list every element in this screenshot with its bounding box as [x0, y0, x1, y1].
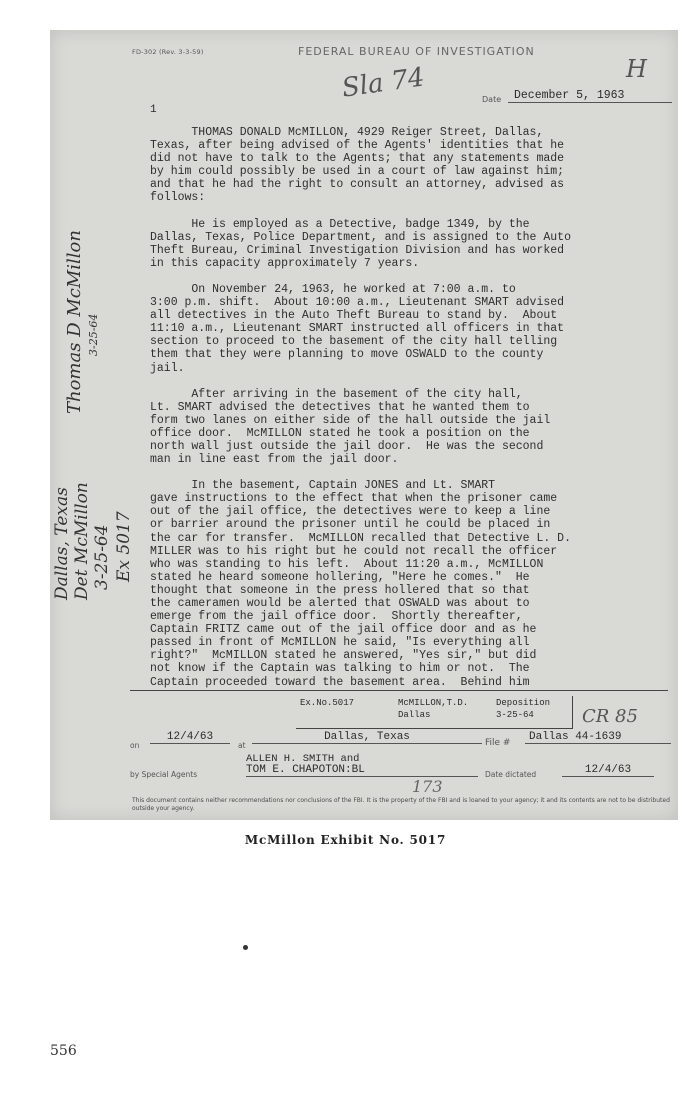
exhibit-city: Dallas: [398, 710, 431, 720]
date-dictated-label: Date dictated: [485, 770, 537, 779]
file-label: File #: [485, 738, 511, 748]
disclaimer: This document contains neither recommendations nor conclusions of the FBI. It is the property of the FBI and is loaned to your agency; it and its contents are not to be distributed outside your agency.: [132, 797, 670, 812]
handwritten-cr-mark: CR 85: [582, 706, 638, 727]
exhibit-type: Deposition: [496, 698, 551, 708]
paragraph-2: He is employed as a Detective, badge 1349, by the Dallas, Texas, Police Department, and is assigned to the Auto Theft Bureau, Criminal Investigation Division and has worked in this capacity approximately 7 years.: [150, 217, 571, 270]
handwritten-corner-mark: H: [626, 55, 647, 83]
on-label: on: [130, 741, 140, 750]
exhibit-date: 3-25-64: [496, 710, 534, 720]
agent-1: ALLEN H. SMITH and: [246, 753, 360, 765]
handwritten-serial: Sla 74: [340, 62, 427, 104]
exhibit-number: Ex.No.5017: [300, 698, 355, 708]
paragraph-1: THOMAS DONALD McMILLON, 4929 Reiger Street, Dallas, Texas, after being advised of the Agents' identities that he did not have to talk to the Agents; that any statements made by him could possibly be used in a court of law against him; and that he had the right to consult an attorney, advised as follows:: [150, 126, 565, 205]
paragraph-5: In the basement, Captain JONES and Lt. SMART gave instructions to the effect that when the prisoner came out of the jail office, the detectives were to keep a line or barrier around the prisoner until he could be placed in the car for transfer. McMILLON recalled that Detective L. D. MILLER was to his right but he could not recall the officer who was standing to his left. About 11:20 a.m., McMILLON stated he heard someone hollering, "Here he comes." He thought that someone in the press hollered that so that the cameramen would be alerted that OSWALD was about to emerge from the jail office door. Shortly thereafter, Captain FRITZ came out of the jail office door and as he passed in front of McMILLON he said, "Is everything all right?" McMILLON stated he answered, "Yes sir," but did not know if the Captain was talking to him or not. The Captain proceeded toward the basement area. Behind him: [150, 479, 571, 689]
margin-exhibit-note-1: Dallas, Texas: [52, 487, 72, 600]
margin-signature: Thomas D McMillon: [64, 230, 85, 414]
margin-signature-date: 3-25-64: [87, 313, 100, 356]
date-value: December 5, 1963: [508, 89, 672, 103]
interview-date: 12/4/63: [150, 731, 230, 744]
paragraph-3: On November 24, 1963, he worked at 7:00 a.m. to 3:00 p.m. shift. About 10:00 a.m., Lieutenant SMART advised all detectives in the Auto Theft Bureau to stand by. About 11:10 a.m., Lieutenant SMART instructed all officers in that section to proceed to the basement of the city hall telling them that they were planning to move OSWALD to the county jail.: [150, 282, 565, 375]
exhibit-caption: McMillon Exhibit No. 5017: [244, 833, 447, 847]
margin-exhibit-note-2: Det McMillon: [72, 482, 92, 600]
exhibit-name: McMILLON,T.D.: [398, 698, 469, 708]
statement-body: [150, 126, 650, 689]
paragraph-4: After arriving in the basement of the city hall, Lt. SMART advised the detectives that he wanted them to form two lanes on either side of the hall outside the jail office door. McMILLON stated he took a position on the north wall just outside the jail door. He was the second man in line east from the jail door.: [150, 387, 551, 467]
page-number: 556: [50, 1043, 77, 1059]
speck: [243, 945, 248, 950]
pencil-number: 173: [412, 777, 443, 796]
file-number: Dallas 44-1639: [525, 731, 671, 744]
document-page-number: 1: [150, 104, 157, 116]
margin-exhibit-note-3: 3-25-64: [92, 524, 112, 590]
agent-2: TOM E. CHAPOTON:BL: [246, 764, 478, 777]
at-label: at: [238, 741, 246, 750]
interview-location: Dallas, Texas: [252, 731, 482, 744]
agents-label: by Special Agents: [130, 770, 198, 779]
form-id: FD-302 (Rev. 3-3-59): [132, 48, 204, 56]
date-label: Date: [482, 95, 502, 104]
margin-exhibit-note-4: Ex 5017: [114, 511, 134, 582]
date-dictated: 12/4/63: [562, 764, 654, 777]
agency-title: FEDERAL BUREAU OF INVESTIGATION: [298, 45, 535, 58]
stamp-rule: [130, 690, 668, 691]
